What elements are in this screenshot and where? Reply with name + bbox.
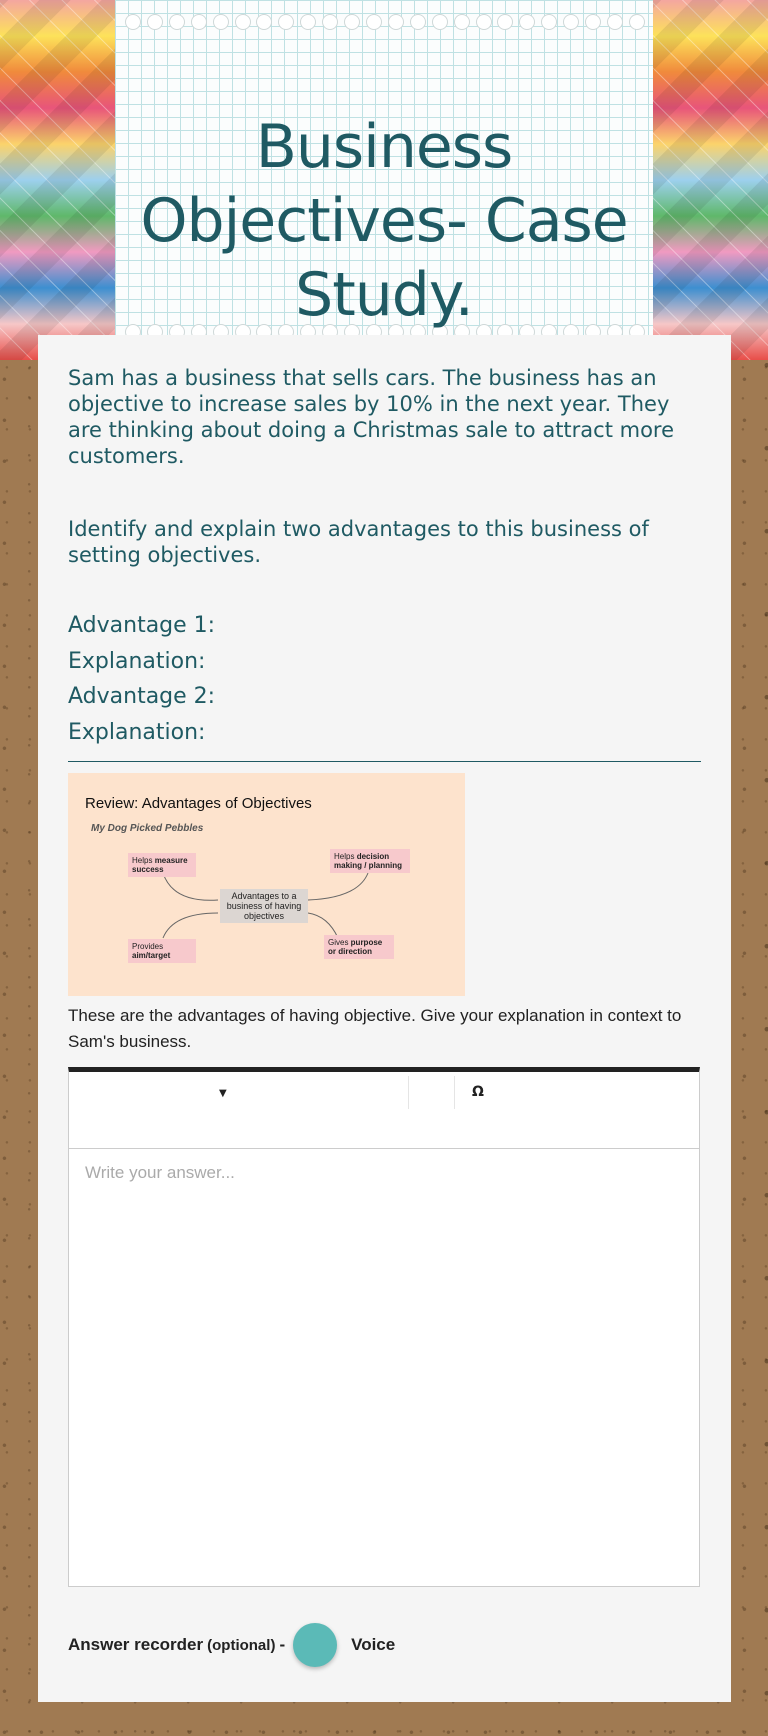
voice-label: Voice	[351, 1635, 396, 1654]
answer-editor	[68, 1067, 700, 1587]
recorder-optional: (optional)	[207, 1636, 276, 1654]
worksheet-card	[38, 335, 731, 1702]
record-voice-button[interactable]	[293, 1623, 337, 1667]
review-title: Review: Advantages of Objectives	[85, 795, 312, 812]
toolbar-separator	[408, 1076, 409, 1109]
review-subtitle: My Dog Picked Pebbles	[91, 823, 204, 834]
advantage-2-label: Advantage 2:	[68, 684, 216, 709]
notebook-holes-top	[125, 14, 645, 28]
explanation-1-label: Explanation:	[68, 649, 206, 674]
section-divider	[68, 761, 701, 762]
node-aim-target: Provides aim/target	[128, 939, 196, 963]
review-image	[68, 773, 465, 996]
center-node: Advantages to a business of having objectives	[220, 889, 308, 923]
recorder-label: Answer recorder	[68, 1635, 204, 1654]
node-measure-success: Helps measure success	[128, 853, 196, 877]
scenario-text: Sam has a business that sells cars. The business has an objective to increase sales by 10% in the next year. They are thinking about doing a Christmas sale to attract more customers.	[68, 366, 675, 468]
answer-input[interactable]	[69, 1149, 699, 1585]
node-decision-making: Helps decision making / planning	[330, 849, 410, 873]
explanation-2-label: Explanation:	[68, 720, 206, 745]
answer-recorder	[68, 1623, 395, 1667]
editor-toolbar	[69, 1072, 699, 1149]
image-caption: These are the advantages of having objective. Give your explanation in context to Sam's business.	[68, 1006, 682, 1051]
recorder-dash: -	[279, 1635, 286, 1654]
node-purpose-direction: Gives purpose or direction	[324, 935, 394, 959]
special-character-icon[interactable]: Ω	[472, 1084, 484, 1100]
question-text: Identify and explain two advantages to this business of setting objectives.	[68, 517, 649, 567]
advantage-1-label: Advantage 1:	[68, 613, 216, 638]
page-title: Business Objectives- Case Study.	[140, 112, 628, 330]
format-dropdown-caret-icon[interactable]: ▼	[219, 1088, 227, 1099]
toolbar-separator	[454, 1076, 455, 1109]
